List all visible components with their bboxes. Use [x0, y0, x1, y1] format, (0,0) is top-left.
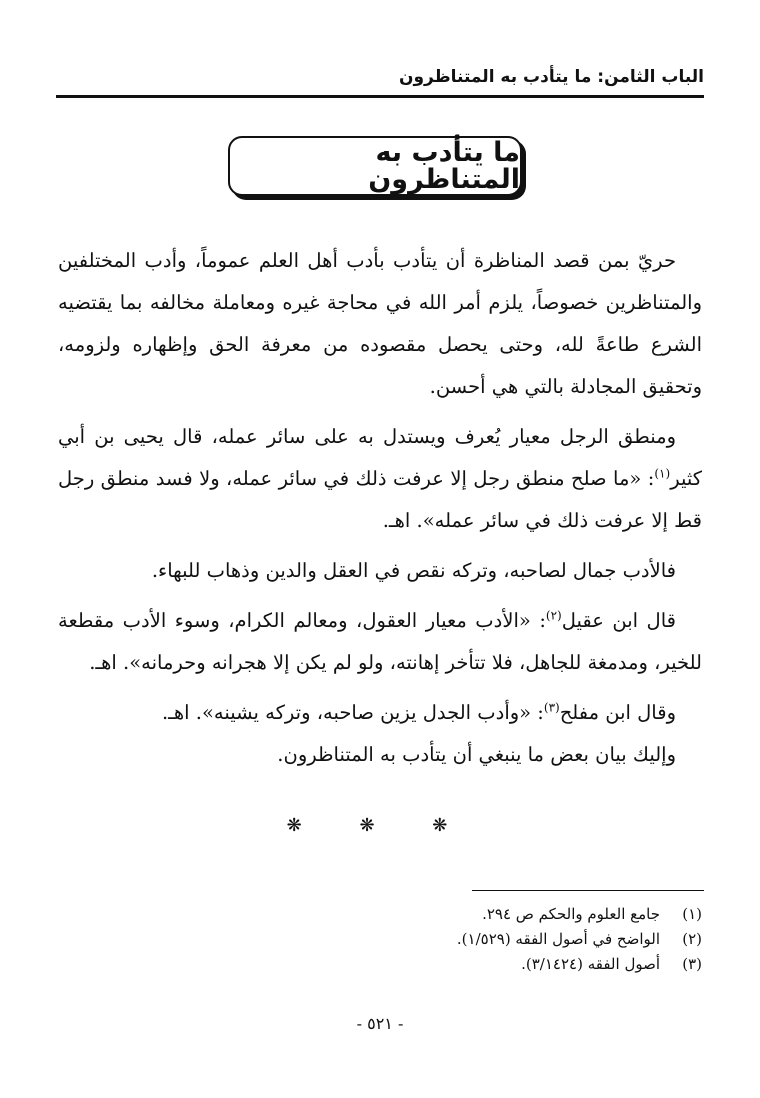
section-title: ما يتأدب به المتناظرون	[368, 137, 520, 195]
footnote-text: الواضح في أصول الفقه (١/٥٢٩).	[456, 930, 660, 948]
footnote-ref-2[interactable]: (٢)	[545, 608, 562, 623]
paragraph-2-quote: : «ما صلح منطق رجل إلا عرفت ذلك في سائر عمله، ولا فسد منطق رجل قط إلا عرفت ذلك في سائر عمله». اهـ.	[58, 467, 702, 532]
footnotes	[58, 902, 702, 977]
body-text	[58, 240, 702, 784]
footnote-ref-3[interactable]: (٣)	[543, 700, 560, 715]
paragraph-6: وإليك بيان بعض ما ينبغي أن يتأدب به المتناظرون.	[277, 743, 676, 766]
footnote-number: (١)	[682, 905, 702, 923]
paragraph-1: حريّ بمن قصد المناظرة أن يتأدب بأدب أهل العلم عموماً، وأدب المختلفين والمتناظرين خصوصاً، يلزم أمر الله في محاجة غيره ومعاملة مخالفه بما يقتضيه الشرع طاعةً لله، وحتى يحصل مقصوده من معرفة الحق وإظهاره ولزومه، وتحقيق المجادلة بالتي هي أحسن.	[58, 249, 702, 398]
section-title-frame	[228, 136, 522, 196]
paragraph-5-quote: : «وأدب الجدل يزين صاحبه، وتركه يشينه». اهـ.	[161, 701, 544, 724]
paragraph-4	[58, 600, 702, 684]
paragraph-4-quote: : «الأدب معيار العقول، ومعالم الكرام، وسوء الأدب مقطعة للخير، ومدمغة للجاهل، فلا تتأخر إهانته، ولو لم يكن إلا هجرانه وحرمانه». اهـ.	[58, 609, 702, 674]
paragraph-5	[58, 692, 702, 734]
paragraph-4-lead: قال ابن عقيل	[561, 609, 676, 632]
footnote-number: (٣)	[682, 955, 702, 973]
footnote-item	[58, 927, 702, 952]
running-title: الباب الثامن: ما يتأدب به المتناظرون	[398, 67, 704, 87]
paragraph-5-lead: وقال ابن مفلح	[559, 701, 676, 724]
paragraph-2	[58, 416, 702, 542]
footnote-ref-1[interactable]: (١)	[654, 466, 671, 481]
running-header	[56, 62, 704, 92]
footnote-item	[58, 902, 702, 927]
header-rule	[56, 95, 704, 98]
paragraph-2-lead: ومنطق الرجل معيار يُعرف ويستدل به على سائر عمله، قال يحيى بن أبي كثير	[58, 425, 702, 490]
paragraph-3: فالأدب جمال لصاحبه، وتركه نقص في العقل والدين وذهاب للبهاء.	[151, 559, 676, 582]
section-separator: ❋ ❋ ❋	[286, 815, 474, 836]
footnote-text: جامع العلوم والحكم ص ٢٩٤.	[482, 905, 660, 923]
footnote-rule	[472, 890, 704, 891]
footnote-item	[58, 952, 702, 977]
footnote-text: أصول الفقه (٣/١٤٢٤).	[521, 955, 660, 973]
footnote-number: (٢)	[682, 930, 702, 948]
page-number: - ٥٢١ -	[356, 1014, 404, 1033]
